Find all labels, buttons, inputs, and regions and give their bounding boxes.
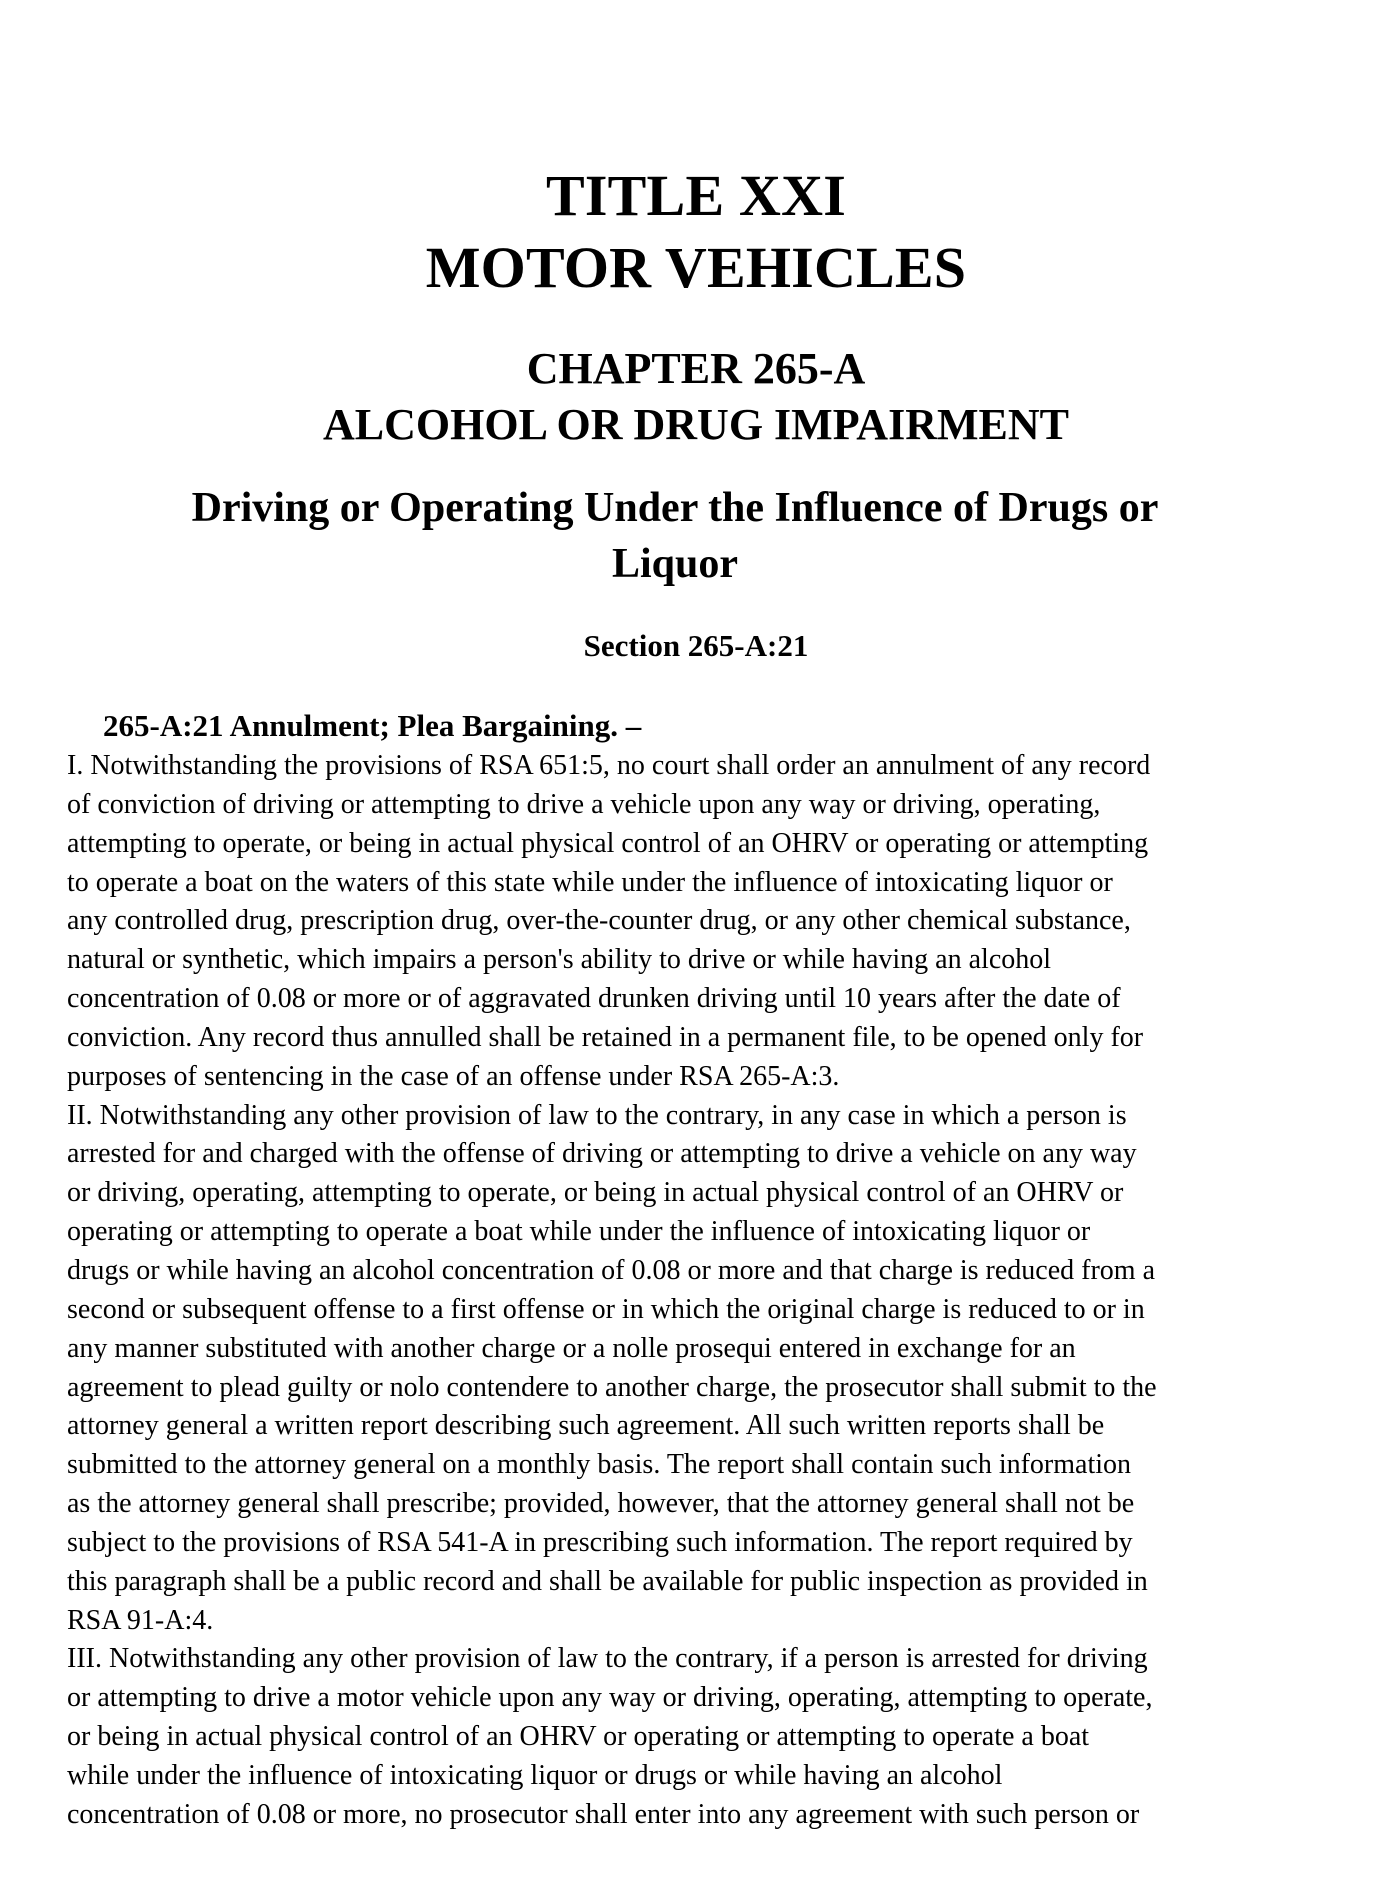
body-text-line: attempting to operate, or being in actual physical control of an OHRV or operating or attempting [67, 827, 1149, 859]
title-block [0, 160, 1392, 304]
body-text-line: II. Notwithstanding any other provision of law to the contrary, in any case in which a person is [67, 1099, 1127, 1131]
title-name: MOTOR VEHICLES [425, 235, 967, 300]
body-text-line: I. Notwithstanding the provisions of RSA 651:5, no court shall order an annulment of any record [67, 750, 1151, 781]
body-text-line: second or subsequent offense to a first offense or in which the original charge is reduced to or in [67, 1293, 1145, 1325]
title-number: TITLE XXI [546, 163, 846, 228]
body-text-line: this paragraph shall be a public record and shall be available for public inspection as provided in [67, 1565, 1148, 1597]
section-body [67, 747, 1357, 1835]
chapter-number: CHAPTER 265-A [526, 344, 866, 393]
body-text-line: or being in actual physical control of an OHRV or operating or attempting to operate a boat [67, 1721, 1090, 1753]
body-text-line: purposes of sentencing in the case of an offense under RSA 265-A:3. [67, 1060, 840, 1092]
body-text-line: any controlled drug, prescription drug, over-the-counter drug, or any other chemical substance, [67, 905, 1131, 937]
subject-line-2: Liquor [611, 541, 739, 587]
body-text-line: natural or synthetic, which impairs a person's ability to drive or while having an alcohol [67, 944, 1052, 976]
body-text-line: RSA 91-A:4. [67, 1604, 214, 1636]
body-text-line: of conviction of driving or attempting to drive a vehicle upon any way or driving, operating, [67, 788, 1101, 820]
subject-line-1: Driving or Operating Under the Influence of Drugs or [191, 485, 1159, 531]
chapter-name: ALCOHOL OR DRUG IMPAIRMENT [323, 400, 1069, 449]
body-text-line: operating or attempting to operate a boat while under the influence of intoxicating liquor or [67, 1216, 1091, 1248]
subject-heading [110, 480, 1240, 592]
body-text-line: attorney general a written report describing such agreement. All such written reports shall be [67, 1410, 1105, 1442]
section-heading: 265-A:21 Annulment; Plea Bargaining. – [103, 708, 642, 743]
body-text-line: agreement to plead guilty or nolo contendere to another charge, the prosecutor shall submit to the [67, 1371, 1157, 1403]
body-text-line: subject to the provisions of RSA 541-A in prescribing such information. The report required by [67, 1526, 1133, 1558]
chapter-block [0, 341, 1392, 453]
body-text-line: III. Notwithstanding any other provision of law to the contrary, if a person is arrested for driving [67, 1643, 1148, 1675]
body-text-line: or driving, operating, attempting to operate, or being in actual physical control of an OHRV or [67, 1177, 1124, 1209]
body-text-line: while under the influence of intoxicating liquor or drugs or while having an alcohol [67, 1759, 1003, 1791]
body-text-line: conviction. Any record thus annulled shall be retained in a permanent file, to be opened only for [67, 1021, 1144, 1053]
body-text-line: concentration of 0.08 or more or of aggravated drunken driving until 10 years after the date of [67, 983, 1121, 1015]
body-text-line: drugs or while having an alcohol concentration of 0.08 or more and that charge is reduced from a [67, 1254, 1156, 1286]
section-label: Section 265-A:21 [583, 628, 809, 663]
body-text-line: or attempting to drive a motor vehicle upon any way or driving, operating, attempting to operate, [67, 1682, 1153, 1714]
body-text-line: to operate a boat on the waters of this state while under the influence of intoxicating liquor or [67, 866, 1113, 898]
body-text-line: submitted to the attorney general on a monthly basis. The report shall contain such information [67, 1449, 1132, 1481]
body-text-line: arrested for and charged with the offense of driving or attempting to drive a vehicle on any way [67, 1138, 1137, 1170]
body-text-line: any manner substituted with another charge or a nolle prosequi entered in exchange for an [67, 1332, 1076, 1364]
section-label-block [0, 626, 1392, 666]
body-text-line: as the attorney general shall prescribe; provided, however, that the attorney general shall not be [67, 1488, 1135, 1520]
body-text-line: concentration of 0.08 or more, no prosecutor shall enter into any agreement with such person or [67, 1798, 1140, 1830]
